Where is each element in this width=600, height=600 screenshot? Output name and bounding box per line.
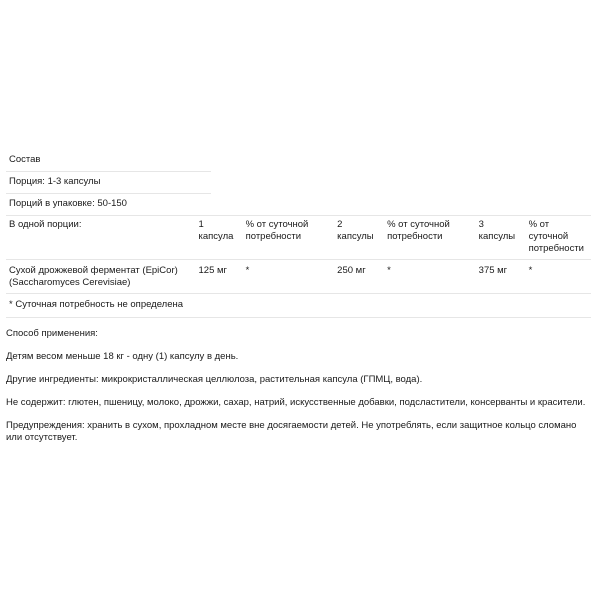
composition-heading: Состав — [9, 154, 41, 165]
daily-value-3-header: % от суточной потребности — [526, 216, 591, 260]
amount-2: 250 мг — [334, 260, 384, 294]
daily-value-1: * — [243, 260, 335, 294]
ingredient-name: Сухой дрожжевой ферментат (EpiCor) (Saccharomyces Cerevisiae) — [6, 260, 196, 294]
serving-3-header: 3 капсулы — [476, 216, 526, 260]
daily-value-2-header: % от суточной потребности — [384, 216, 476, 260]
daily-value-1-header: % от суточной потребности — [243, 216, 335, 260]
usage-text: Детям весом меньше 18 кг - одну (1) капсулу в день. — [6, 351, 239, 362]
amount-1: 125 мг — [196, 260, 243, 294]
serving-2-header: 2 капсулы — [334, 216, 384, 260]
warnings: Предупреждения: хранить в сухом, прохладном месте вне досягаемости детей. Не употреблять, если защитное кольцо сломано или отсутствует. — [6, 420, 577, 443]
table-header-row — [6, 216, 591, 260]
per-serving-label: В одной порции: — [6, 216, 196, 260]
amount-3: 375 мг — [476, 260, 526, 294]
summary-block — [6, 150, 211, 215]
footnote-row — [6, 294, 591, 318]
daily-value-3: * — [526, 260, 591, 294]
free-from: Не содержит: глютен, пшеницу, молоко, дрожжи, сахар, натрий, искусственные добавки, подсластители, консерванты и красители. — [6, 397, 586, 408]
other-ingredients: Другие ингредиенты: микрокристаллическая целлюлоза, растительная капсула (ГПМЦ, вода). — [6, 374, 423, 385]
servings-per-container: Порций в упаковке: 50-150 — [6, 193, 211, 215]
daily-value-2: * — [384, 260, 476, 294]
usage-title: Способ применения: — [6, 328, 98, 339]
serving-size: Порция: 1-3 капсулы — [6, 171, 211, 193]
supplement-facts-document — [6, 150, 591, 444]
daily-value-footnote: * Суточная потребность не определена — [6, 294, 334, 318]
table-row — [6, 260, 591, 294]
supplement-facts-table — [6, 215, 591, 318]
serving-1-header: 1 капсула — [196, 216, 243, 260]
